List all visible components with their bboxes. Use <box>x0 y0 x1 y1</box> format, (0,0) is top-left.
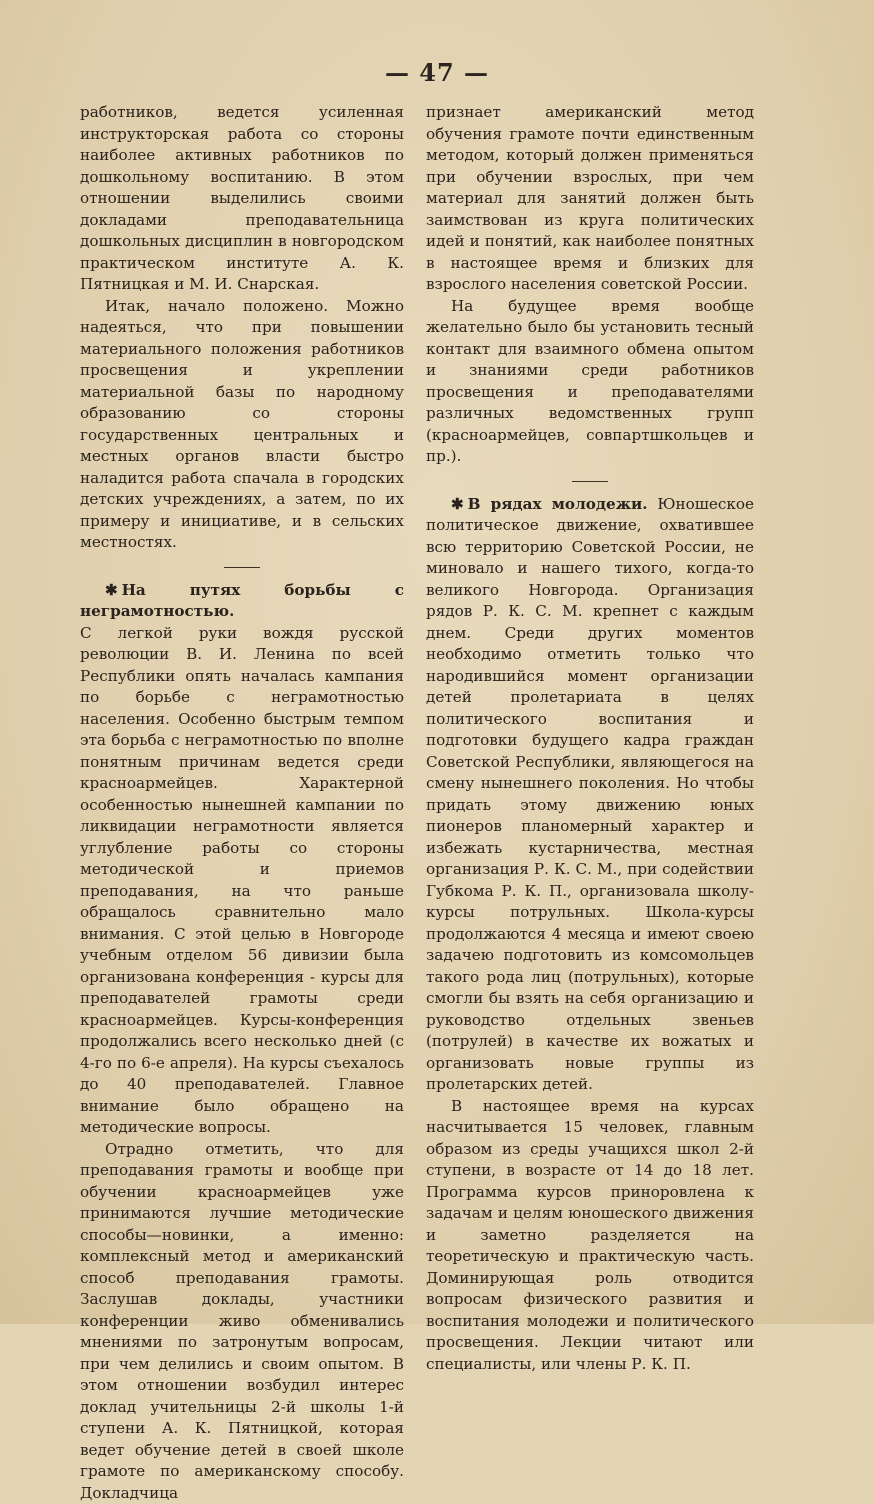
section-title: В рядах молодежи. <box>468 495 648 513</box>
paragraph: В настоящее время на курсах насчитывается 15 человек, главным образом из среды учащихся школ 2-й ступени, в возрасте от 14 до 18 лет. Программа курсов приноровлена к задачам и целям юношеского движения и заметно разделяется на теоретическую и практическую часть. Доминирующая роль отводится вопросам физического развития и воспитания молодежи и политического просвещения. Лекции читают или специалисты, или члены Р. К. П. <box>426 1096 754 1376</box>
paragraph: С легкой руки вождя русской революции В. И. Ленина по всей Республики опять началась кампания по борьбе с неграмотностью населения. Особенно быстрым темпом эта борьба с неграмотностью по вполне понятным причинам ведется среди красноармейцев. Характерной особенностью нынешней кампании по ликвидации неграмотности является углубление работы со стороны методической и приемов преподавания, на что раньше обращалось сравнительно мало внимания. С этой целью в Новгороде учебным отделом 56 дивизии была организована конференция - курсы для преподавателей грамоты среди красноармейцев. Курсы-конференция продолжались всего несколько дней (с 4-го по 6-е апреля). На курсы съехалось до 40 преподавателей. Главное внимание было обращено на методические вопросы. <box>80 623 404 1139</box>
paragraph: На будущее время вообще желательно было бы установить тесный контакт для взаимного обмена опытом и знаниями среди работников просвещения и преподавателями различных ведомственных групп (красноармейцев, совпартшкольцев и пр.). <box>426 296 754 468</box>
section-mark-icon: ✱ <box>105 581 118 599</box>
paragraph: Отрадно отметить, что для преподавания грамоты и вообще при обучении красноармейцев уже принимаются лучшие методические способы—новинки, а именно: комплексный метод и американский способ преподавания грамоты. Заслушав доклады, участники конференции живо обменивались мнениями по затронутым вопросам, при чем делились и своим опытом. В этом отношении возбудил интерес доклад учительницы 2-й школы 1-й ступени А. К. Пятницкой, которая ведет обучение детей в своей школе грамоте по американскому способу. Докладчица <box>80 1139 404 1504</box>
left-column <box>80 102 404 1504</box>
page-number: — 47 — <box>0 58 874 87</box>
paragraph: работников, ведется усиленная инструкторская работа со стороны наиболее активных работников по дошкольному воспитанию. В этом отношении выделились своими докладами преподавательница дошкольных дисциплин в новгородском практическом институте А. К. Пятницкая и М. И. Снарская. <box>80 102 404 296</box>
section-title: На путях борьбы с неграмотностью. <box>80 581 404 621</box>
section-heading <box>80 580 404 623</box>
paragraph-text: Юношеское политическое движение, охватившее всю территорию Советской России, не миновало и нашего тихого, когда-то великого Новгорода. Организация рядов Р. К. С. М. крепнет с каждым днем. Среди других моментов необходимо отметить только что народившийся момент организации детей пролетариата в целях политического воспитания и подготовки будущего кадра граждан Советской Республики, являющегося на смену нынешнего поколения. Но чтобы придать этому движению юных пионеров планомерный характер и избежать кустарничества, местная организация Р. К. С. М., при содействии Губкома Р. К. П., организовала школу-курсы потрульных. Школа-курсы продолжаются 4 месяца и имеют своею задачею подготовить из комсомольцев такого рода лиц (потрульных), которые смогли бы взять на себя организацию и руководство отдельных звеньев (потрулей) в качестве их вожатых и организовать новые группы из пролетарских детей. <box>426 495 754 1094</box>
right-column <box>426 102 754 1375</box>
section-mark-icon: ✱ <box>451 495 464 513</box>
section-divider <box>572 481 608 482</box>
paragraph: Итак, начало положено. Можно надеяться, что при повышении материального положения работников просвещения и укреплении материальной базы по народному образованию со стороны государственных центральных и местных органов власти быстро наладится работа спачала в городских детских учреждениях, а затем, по их примеру и инициативе, и в сельских местностях. <box>80 296 404 554</box>
section-paragraph <box>426 494 754 1096</box>
paragraph: признает американский метод обучения грамоте почти единственным методом, который должен применяться при обучении взрослых, при чем материал для занятий должен быть заимствован из круга политических идей и понятий, как наиболее понятных в настоящее время и близких для взрослого населения советской России. <box>426 102 754 296</box>
section-divider <box>224 567 260 568</box>
